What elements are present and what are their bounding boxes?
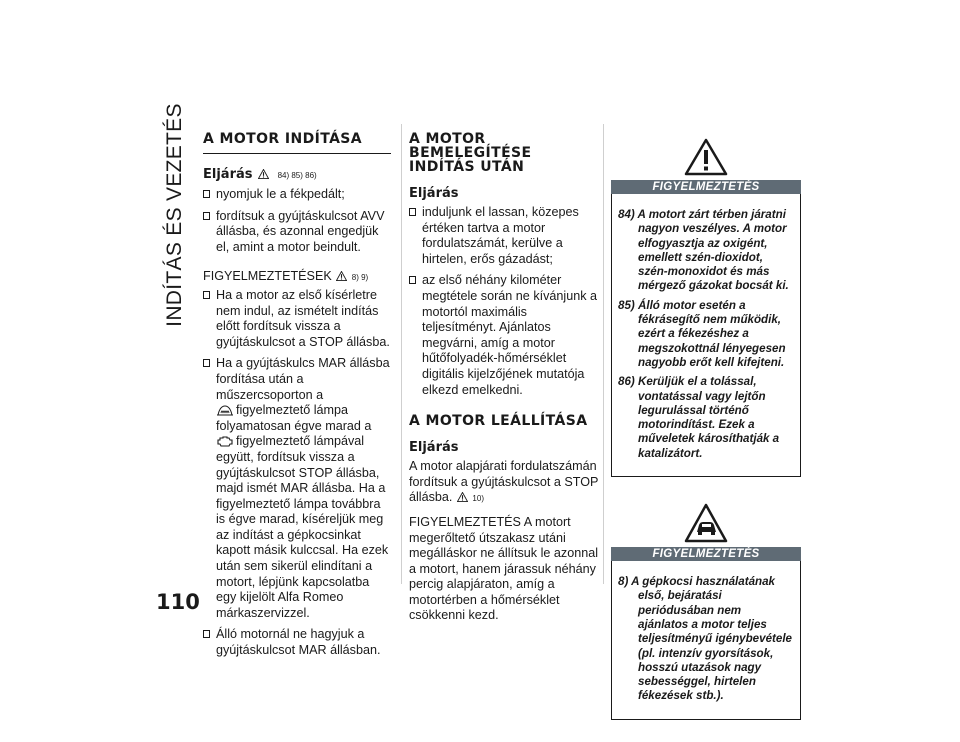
warning-bar-title: FIGYELMEZTETÉS — [611, 547, 801, 561]
bullet-text: az első néhány kilométer megtétele során ne kívánjunk a motortól maximális teljesítményt. Ajánlatos megvárni, amíg a motor hűtőfolyadék-hőmérséklet digitális kijelzőjének mutatója elkezd emelkedni. — [422, 273, 598, 397]
bullet-text: induljunk el lassan, közepes értéken tartva a motor fordulatszámát, kerülve a hirtelen, erős gázadást; — [422, 205, 579, 266]
warning-item: 84) A motort zárt térben járatni nagyon veszélyes. A motor elfogyasztja az oxigént, emellett szén-dioxidot, szén-monoxidot és más mérgező gázokat bocsát ki. — [618, 208, 789, 293]
procedure-heading — [203, 167, 393, 184]
column-warmup-and-stop — [409, 124, 599, 632]
bullet-text: Ha a gyújtáskulcs MAR állásba fordítása után a műszercsoporton a — [216, 356, 390, 402]
bullet-text: figyelmeztető lámpával együtt, fordítsuk vissza a gyújtáskulcsot STOP állásba, majd ismét MAR állásba. Ha a figyelmeztető lámpa továbbra is égve marad, kíséreljük meg az indítást a gépkocsinkat kapott másik kulccsal. Ha ezek után sem sikerül elindítani a motort, lépjünk kapcsolatba egy kijelölt Alfa Romeo márkaszervizzel. — [216, 434, 389, 620]
stop-paragraph — [409, 459, 599, 507]
bullet-box — [409, 208, 416, 216]
warning-box-breakin — [611, 561, 801, 720]
bullet-box — [409, 276, 416, 284]
engine-check-icon — [216, 435, 234, 447]
section-title-engine-start: A MOTOR INDÍTÁSA — [203, 131, 363, 147]
section-title-engine-stop: A MOTOR LEÁLLÍTÁSA — [409, 413, 588, 430]
procedure-heading-text: Eljárás — [203, 167, 253, 182]
warnings-label-text: FIGYELMEZTETÉSEK — [203, 269, 332, 284]
warning-box-engine — [611, 194, 801, 477]
warning-triangle-icon — [258, 169, 269, 179]
column-engine-start — [203, 124, 393, 665]
bullet-box — [203, 291, 210, 299]
page-number: 110 — [156, 590, 200, 614]
warnings-label — [203, 269, 393, 286]
bullet-text: Ha a motor az első kísérletre nem indul, az ismételt indítás előtt fordítsuk vissza a gyújtáskulcsot a STOP állásba. — [216, 287, 390, 349]
procedure-heading — [409, 186, 599, 202]
procedure-refs: 84) 85) 86) — [277, 171, 317, 180]
list-item — [203, 209, 393, 256]
column-divider-1 — [401, 124, 402, 584]
warning-triangle-icon — [684, 138, 728, 176]
warning-triangle-icon — [336, 271, 347, 281]
list-item — [203, 187, 393, 203]
glow-plug-icon — [216, 404, 234, 416]
bullet-text: nyomjuk le a fékpedált; — [216, 187, 345, 201]
side-section-title — [151, 103, 199, 327]
warnings-refs: 8) 9) — [351, 273, 369, 283]
cooldown-paragraph: FIGYELMEZTETÉS A motort megerőltető útszakasz utáni megálláskor ne állítsuk le azonnal a motort, hanem járassuk néhány percig alapjáraton, amíg a motortérben a hőmérséklet csökkenni kezd. — [409, 514, 599, 623]
warning-item: 86) Kerüljük el a tolással, vontatással vagy lejtőn legurulással történő motorindítást. Ezek a műveletek károsíthatják a katalizátort. — [618, 375, 780, 460]
column-divider-2 — [603, 124, 604, 584]
bullet-box — [203, 359, 210, 367]
procedure-heading-text: Eljárás — [409, 186, 459, 201]
procedure-heading — [409, 440, 599, 456]
list-item — [203, 627, 393, 658]
car-skid-icon — [684, 503, 728, 543]
stop-paragraph-text: A motor alapjárati fordulatszámán fordítsuk a gyújtáskulcsot a STOP állásba. — [409, 459, 599, 505]
bullet-box — [203, 212, 210, 220]
warning-triangle-icon — [457, 492, 468, 502]
side-title-text: INDÍTÁS ÉS VEZETÉS — [163, 103, 186, 327]
bullet-box — [203, 630, 210, 638]
title-underline — [203, 153, 391, 154]
column-warnings — [611, 124, 801, 720]
list-item — [203, 288, 393, 350]
list-item — [409, 273, 599, 398]
warning-item: 85) Álló motor esetén a fékrásegítő nem működik, ezért a fékezéshez a megszokottnál lényegesen nagyobb erőt kell kifejteni. — [618, 298, 786, 369]
list-item — [409, 205, 599, 267]
stop-paragraph-ref: 10) — [472, 494, 484, 504]
bullet-text: fordítsuk a gyújtáskulcsot AVV állásba, és azonnal engedjük el, amint a motor beindult. — [216, 208, 385, 254]
list-item — [203, 356, 393, 621]
bullet-box — [203, 190, 210, 198]
warning-item: 8) A gépkocsi használatának első, bejáratási periódusában nem ajánlatos a motor teljes teljesítményű igénybevétele (pl. intenzív gyorsítások, hosszú utazások nagy sebességgel, hirtelen fékezések stb.). — [618, 575, 793, 703]
warning-bar-title: FIGYELMEZTETÉS — [611, 180, 801, 194]
procedure-heading-text: Eljárás — [409, 440, 459, 456]
bullet-text: figyelmeztető lámpa folyamatosan égve marad a — [216, 403, 372, 433]
bullet-text: Álló motornál ne hagyjuk a gyújtáskulcsot MAR állásban. — [216, 627, 381, 658]
section-title-warmup: A MOTOR BEMELEGÍTÉSE INDÍTÁS UTÁN — [409, 131, 532, 175]
